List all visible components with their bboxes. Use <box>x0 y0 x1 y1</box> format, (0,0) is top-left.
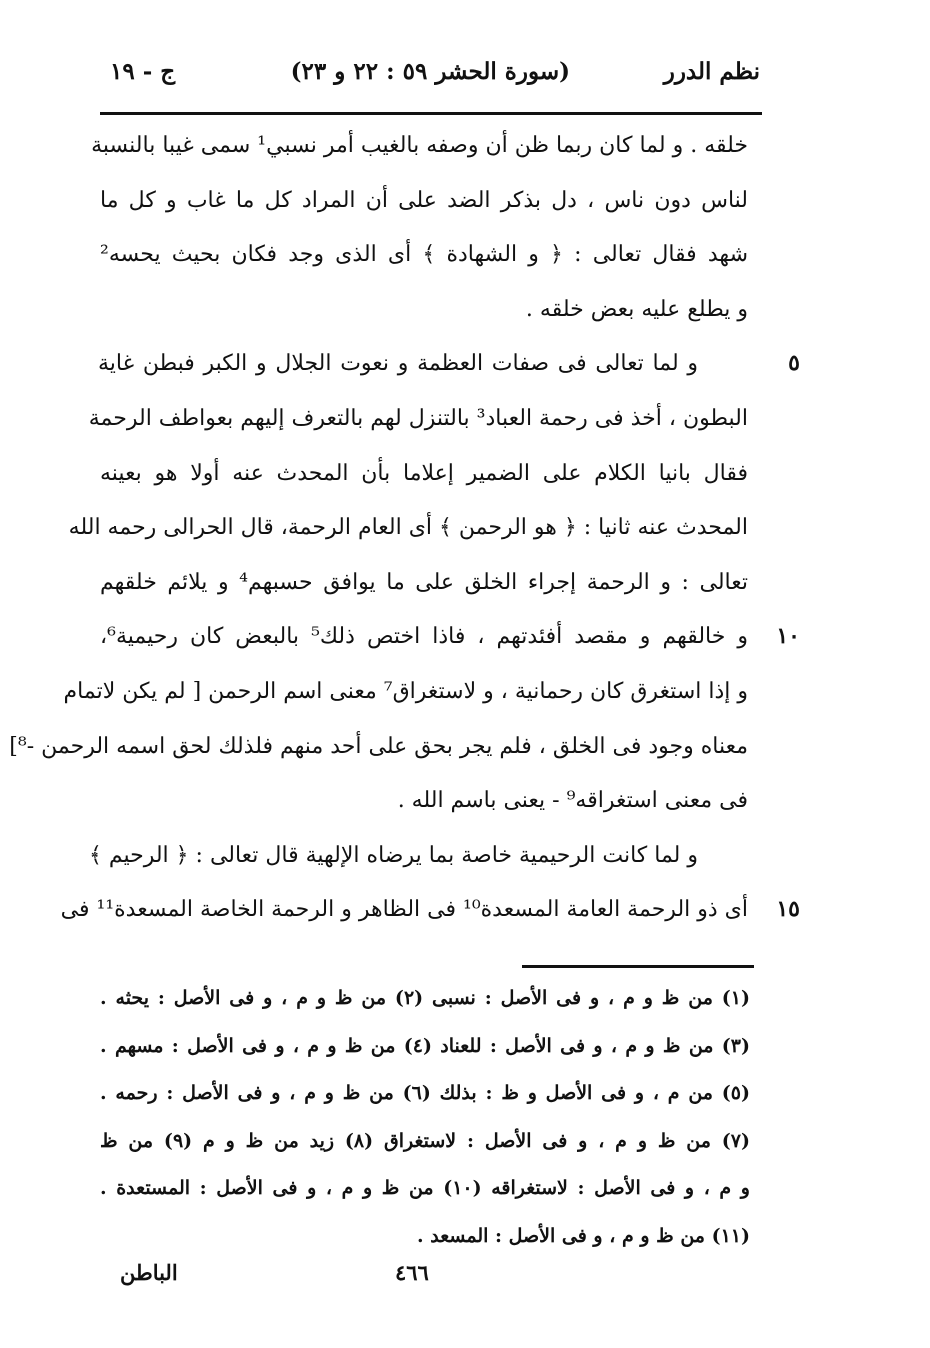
line-text: المحدث عنه ثانيا : ﴿ هو الرحمن ﴾ أى العام الرحمة، قال الحرالى رحمه الله <box>68 515 748 541</box>
footnote-line: (١١) من ظ و م ، و فى الأصل : المسعد . <box>417 1224 750 1247</box>
line-text: و لما كانت الرحيمية خاصة بما يرضاه الإلهية قال تعالى : ﴿ الرحيم ﴾ <box>88 842 698 868</box>
text-line <box>88 832 800 887</box>
text-line <box>100 177 800 232</box>
line-text: خلقه . و لما كان ربما ظن أن وصفه بالغيب أمر نسبي¹ سمى غيبا بالنسبة <box>91 133 748 158</box>
line-text: و يطلع عليه بعض خلقه . <box>525 296 748 322</box>
main-text <box>9 122 800 941</box>
line-text: معناه وجود فى الخلق ، فلم يجر بحق على أحد منهم فلذلك لحق اسمه الرحمن -⁸] <box>9 733 748 759</box>
line-text: فى معنى استغراقه⁹ - يعنى باسم الله . <box>397 788 748 814</box>
text-line <box>91 122 800 177</box>
footnote-rule <box>522 965 754 968</box>
footnote-line: (٥) من م ، و فى الأصل و ظ : بذلك (٦) من ظ و م ، و فى الأصل : رحمه . <box>100 1082 750 1105</box>
part-number: ج - ١٩ <box>110 58 176 85</box>
line-text: و إذا استغرق كان رحمانية ، و لاستغراق⁷ معنى اسم الرحمن [ لم يكن لاتمام <box>63 678 748 704</box>
line-text: لناس دون ناس ، دل بذكر الضد على أن المراد كل ما غاب و كل ما <box>100 187 748 213</box>
line-text: و لما تعالى فى صفات العظمة و نعوت الجلال و الكبر فبطن غاية <box>98 351 698 377</box>
text-line <box>100 559 800 614</box>
text-line <box>100 231 800 286</box>
text-line <box>9 723 800 778</box>
footnote-line: (١) من ظ و م ، و فى الأصل : نسبى (٢) من ظ و م ، و فى الأصل : يحثه . <box>100 987 751 1009</box>
text-line <box>63 668 800 723</box>
text-line <box>100 450 800 505</box>
footnote-line: (٣) من ظ و م ، و فى الأصل : للعناد (٤) من ظ و م ، و فى الأصل : مسهم . <box>100 1034 750 1057</box>
line-text: البطون ، أخذ فى رحمة العباد³ بالتنزل لهم بالتعرف إليهم بعواطف الرحمة <box>88 405 748 431</box>
running-header <box>100 58 760 108</box>
line-number: ١٠ <box>776 623 800 650</box>
line-text: تعالى : و الرحمة إجراء الخلق على ما يوافق حسبهم⁴ و يلائم خلقهم <box>100 569 748 595</box>
line-text: و خالقهم و مقصد أفئدتهم ، فاذا اختص ذلك⁵ بالبعض كان رحيمية⁶، <box>100 624 748 650</box>
text-line <box>88 395 800 450</box>
text-line <box>100 777 800 832</box>
catchword: الباطن <box>120 1260 178 1285</box>
text-line <box>60 886 800 941</box>
sura-reference: (سورة الحشر ٥٩ : ٢٢ و ٢٣) <box>290 58 570 85</box>
text-line <box>100 340 800 395</box>
text-line <box>68 504 800 559</box>
text-line <box>100 286 800 341</box>
header-rule <box>100 112 762 115</box>
line-number: ١٥ <box>776 896 800 923</box>
line-text: أى ذو الرحمة العامة المسعدة¹⁰ فى الظاهر و الرحمة الخاصة المسعدة¹¹ فى <box>60 897 748 923</box>
footnote-line: و م ، و فى الأصل : لاستغراقه (١٠) من ظ و م ، و فى الأصل : المستعدة . <box>100 1177 750 1200</box>
line-number: ٥ <box>788 350 800 377</box>
line-text: فقال بانيا الكلام على الضمير إعلاما بأن المحدث عنه أولا هو بعينه <box>100 460 748 486</box>
footnote-line: (٧) من ظ و م ، و فى الأصل : لاستغراق (٨) زيد من ظ و م (٩) من ظ <box>100 1129 750 1152</box>
footnotes <box>100 976 750 1262</box>
page-footer <box>100 1260 760 1300</box>
line-text: شهد فقال تعالى : ﴿ و الشهادة ﴾ أى الذى وجد فكان بحيث يحسه² <box>100 242 748 268</box>
page-number: ٤٦٦ <box>395 1260 429 1285</box>
book-title: نظم الدرر <box>663 58 760 85</box>
text-line <box>100 613 800 668</box>
